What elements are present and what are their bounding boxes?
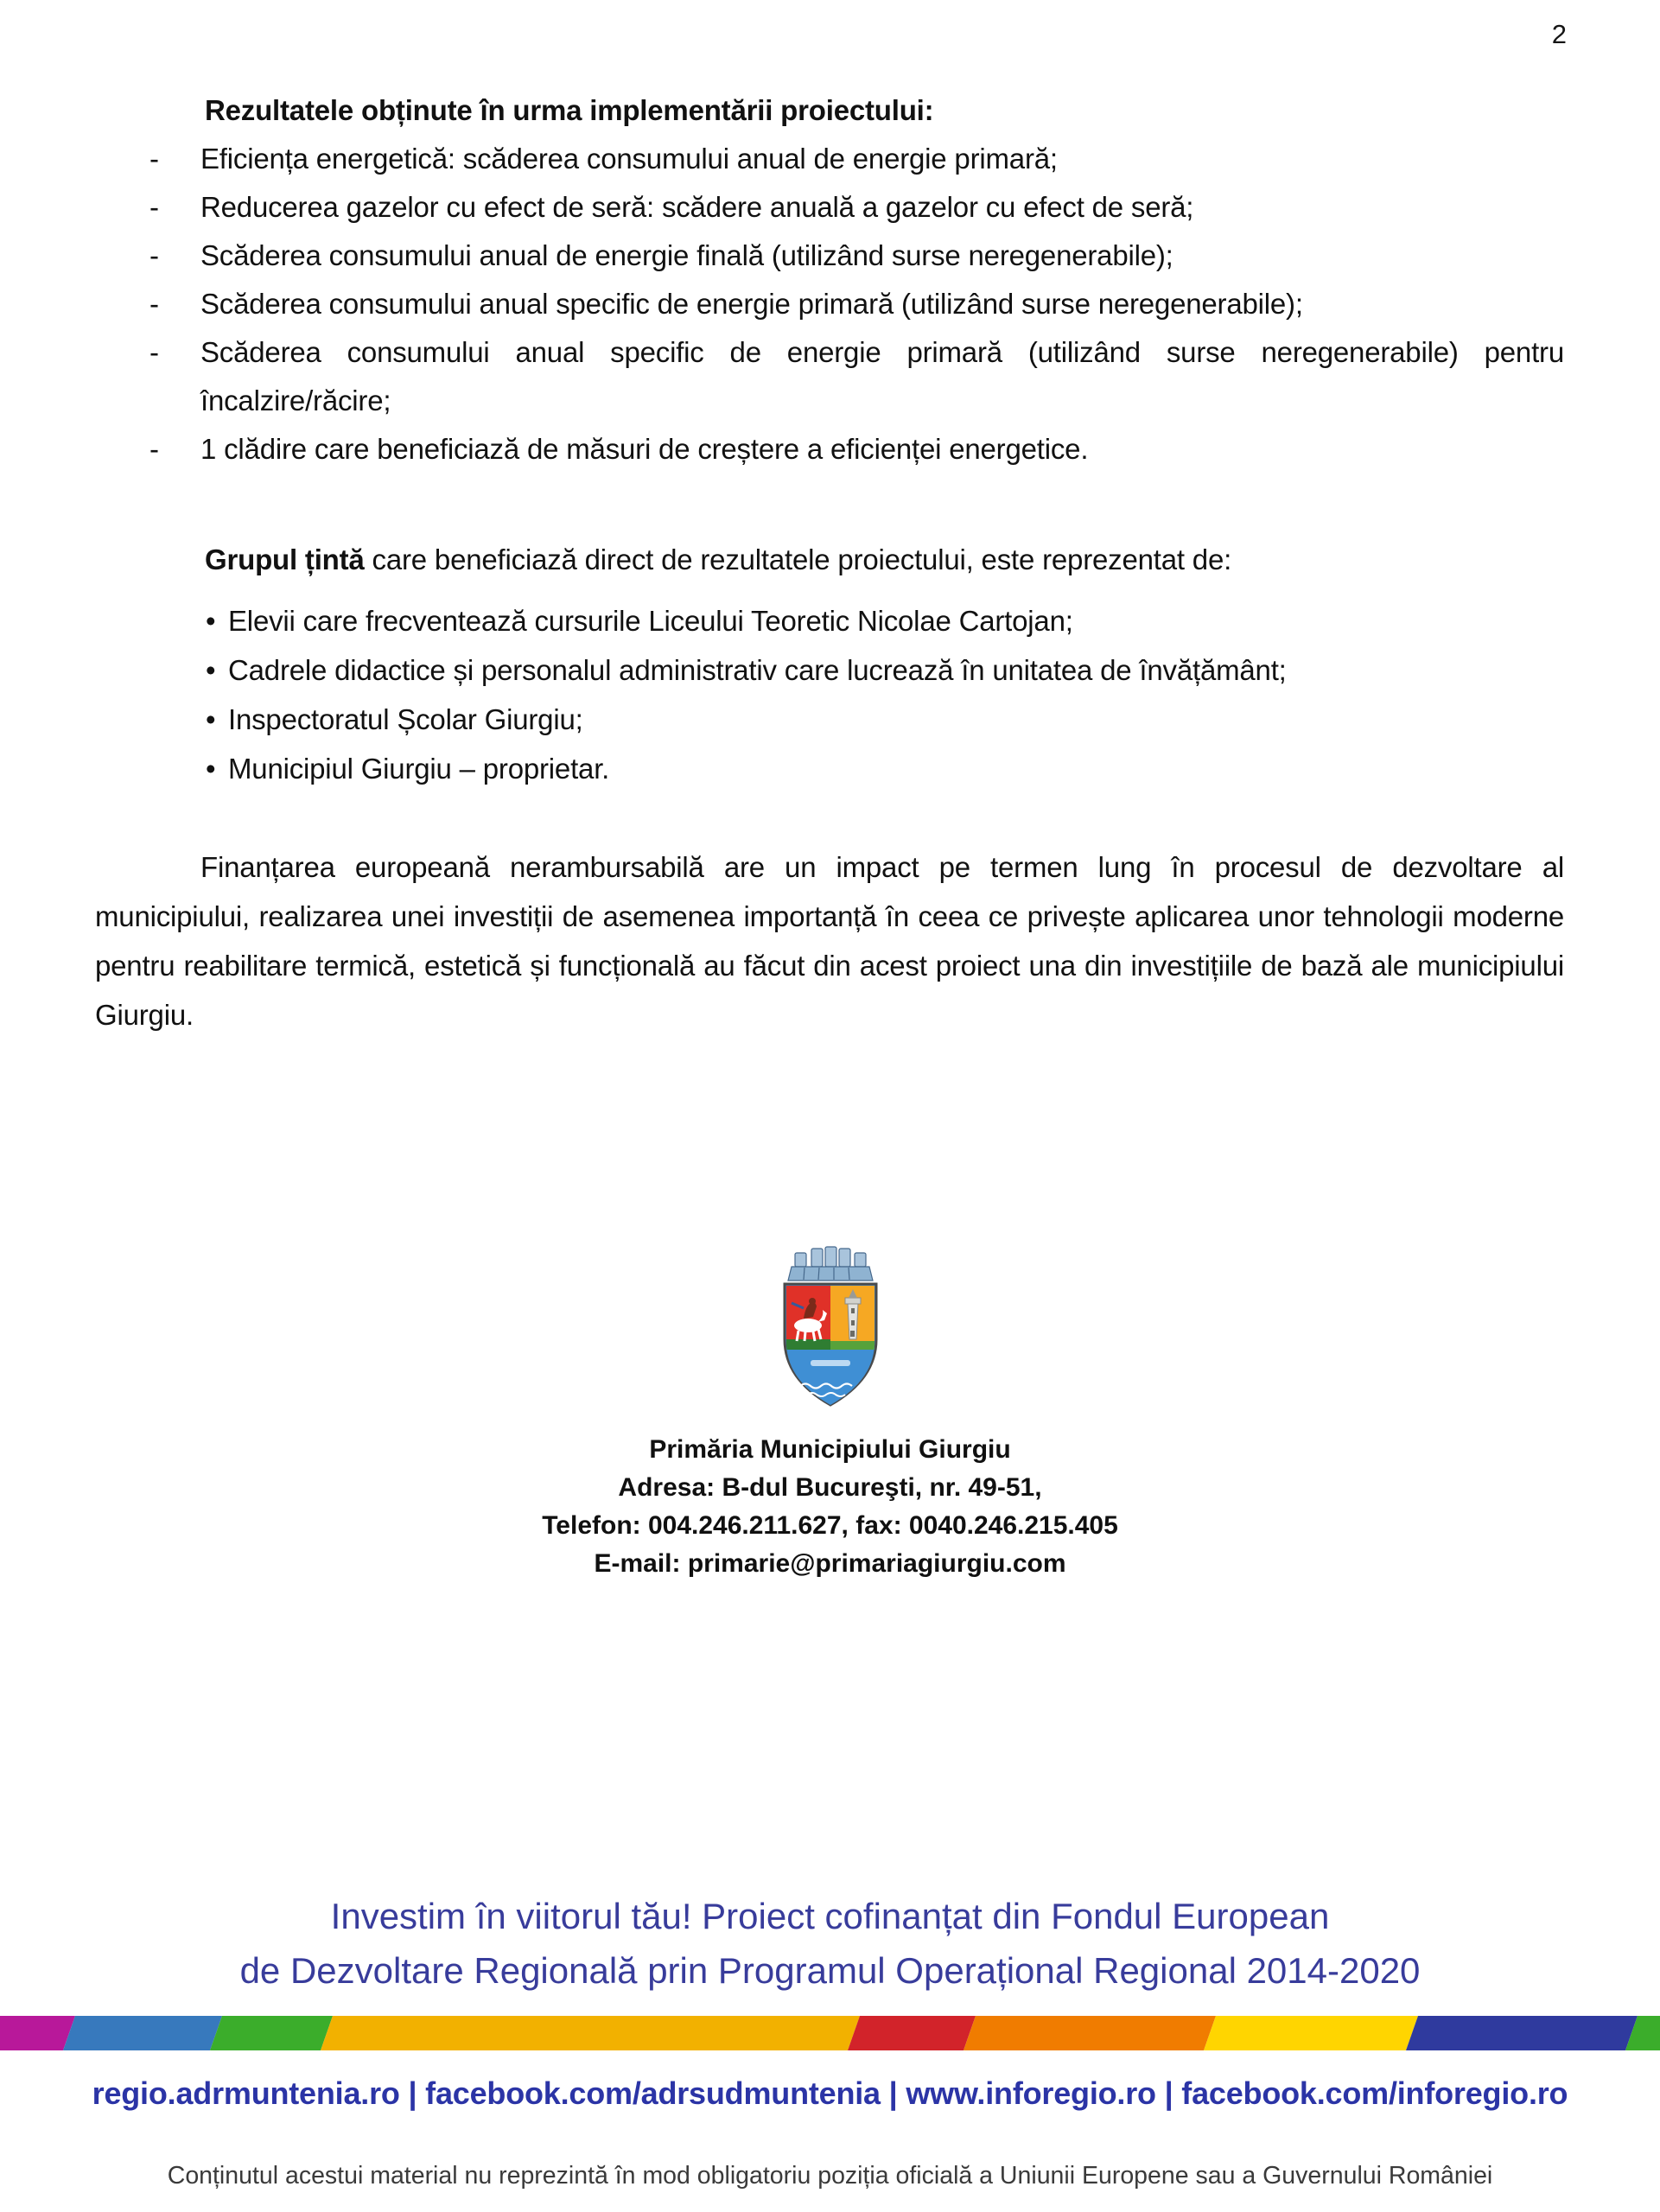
- list-item: - Scăderea consumului anual specific de energie primară (utilizând surse neregenerabile) pentru încalzire/răcire;: [95, 328, 1564, 425]
- investment-slogan-line1: Investim în viitorul tău! Proiect cofinanțat din Fondul European: [330, 1896, 1330, 1936]
- list-item: - 1 clădire care beneficiază de măsuri de creștere a eficienței energetice.: [95, 425, 1564, 474]
- investment-slogan-line2: de Dezvoltare Regională prin Programul Operațional Regional 2014-2020: [239, 1950, 1421, 1991]
- disclaimer-text: Conținutul acestui material nu reprezintă în mod obligatoriu poziția oficială a Uniunii Europene sau a Guvernului României: [167, 2162, 1493, 2190]
- dash-marker: -: [149, 239, 159, 271]
- target-group-paragraph: Grupul țintă care beneficiază direct de rezultatele proiectului, este reprezentat de:: [205, 543, 1232, 575]
- stripe-segment: [63, 2016, 222, 2050]
- funding-paragraph: Finanțarea europeană nerambursabilă are un impact pe termen lung în procesul de dezvoltare al municipiului, realizarea unei investiții de asemenea importanță în ceea ce privește aplicarea unor tehnologii moderne pentru reabilitare termică, estetică și funcțională au făcut din acest proiect una din investițiile de bază ale municipiului Giurgiu.: [95, 851, 1564, 1031]
- dash-marker: -: [149, 433, 159, 465]
- footer-links: regio.adrmuntenia.ro | facebook.com/adrsudmuntenia | www.inforegio.ro | facebook.com/inforegio.ro: [92, 2075, 1568, 2111]
- stripe-segment: [0, 2016, 75, 2050]
- stripe-segment: [1406, 2016, 1638, 2050]
- list-item: • Elevii care frecventează cursurile Liceului Teoretic Nicolae Cartojan;: [95, 596, 1564, 645]
- bullet-marker: •: [206, 605, 216, 637]
- contact-block: [0, 1431, 1660, 1583]
- list-item: • Inspectoratul Școlar Giurgiu;: [95, 695, 1564, 744]
- stripe-segment: [210, 2016, 333, 2050]
- list-item: - Scăderea consumului anual specific de energie primară (utilizând surse neregenerabile);: [95, 280, 1564, 328]
- dash-marker: -: [149, 191, 159, 223]
- color-stripe-svg: [0, 2016, 1660, 2050]
- list-item: - Scăderea consumului anual de energie finală (utilizând surse neregenerabile);: [95, 232, 1564, 280]
- dash-marker: -: [149, 143, 159, 175]
- dash-marker: -: [149, 288, 159, 320]
- giurgiu-coat-of-arms: [766, 1243, 895, 1408]
- investment-slogan: [0, 1889, 1660, 1998]
- bullet-marker: •: [206, 654, 216, 686]
- list-item: - Reducerea gazelor cu efect de seră: scădere anuală a gazelor cu efect de seră;: [95, 183, 1564, 232]
- contact-name: Primăria Municipiului Giurgiu: [649, 1435, 1011, 1464]
- stripe-segment: [848, 2016, 976, 2050]
- contact-address: Adresa: B-dul Bucureşti, nr. 49-51,: [618, 1473, 1042, 1502]
- contact-phone: Telefon: 004.246.211.627, fax: 0040.246.215.405: [542, 1511, 1118, 1540]
- stripe-segment: [1204, 2016, 1418, 2050]
- document-body: [95, 86, 1564, 1039]
- coat-of-arms-graphic: [766, 1243, 895, 1408]
- stripe-segment: [964, 2016, 1216, 2050]
- list-item: • Cadrele didactice și personalul administrativ care lucrează în unitatea de învățământ;: [95, 645, 1564, 695]
- results-heading: Rezultatele obținute în urma implementării proiectului:: [205, 94, 934, 126]
- color-stripe: [0, 2016, 1660, 2050]
- target-group-lead: Grupul țintă: [205, 543, 365, 575]
- contact-email: E-mail: primarie@primariagiurgiu.com: [594, 1549, 1066, 1578]
- page-number: 2: [1551, 19, 1567, 49]
- stripe-segment: [321, 2016, 860, 2050]
- list-item: • Municipiul Giurgiu – proprietar.: [95, 744, 1564, 793]
- list-item: - Eficiența energetică: scăderea consumului anual de energie primară;: [95, 135, 1564, 183]
- target-group-list: [95, 596, 1564, 793]
- dash-marker: -: [149, 336, 159, 368]
- results-list: [95, 135, 1564, 474]
- bullet-marker: •: [206, 753, 216, 785]
- bullet-marker: •: [206, 703, 216, 735]
